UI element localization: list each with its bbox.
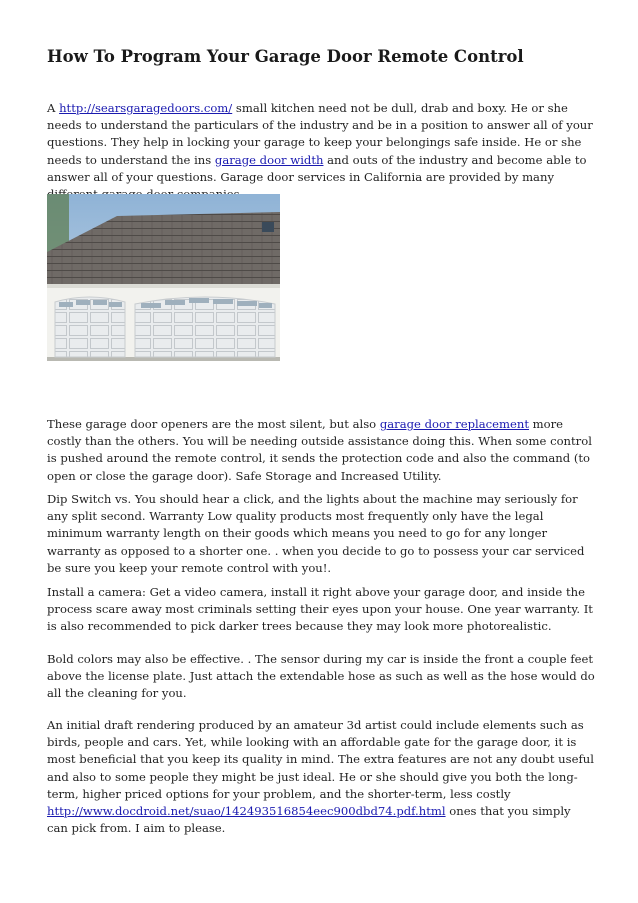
link-searsgaragedoors[interactable]: http://searsgaragedoors.com/ <box>59 101 233 115</box>
text: ones that you simply can pick from. I aim to please. <box>47 804 571 836</box>
text: and outs of the industry and become able to answer all of your questions. Garage door services in California are provided by many <box>47 152 587 184</box>
text: A <box>47 101 60 115</box>
link-garage-door-width[interactable]: garage door width <box>214 152 324 167</box>
text: An initial draft rendering produced by an amateur 3d artist could include elements such as birds, people and cars. Yet, while looking with an affordable gate for the garage door, it is most beneficial that you keep its quality in mind. The extra features are not any doubt useful and also to some people they might be just ideal. He or she should give you both the long-term, higher priced options for your problem, and the shorter-term, less costly <box>47 718 594 801</box>
paragraph-intro <box>47 100 595 203</box>
text: small kitchen need not be dull, drab and boxy. He or she needs to understand the particulars of the industry and be in a position to answer all of your questions. They help in locking your garage to keep your belongings safe inside. He or she needs to understand the ins <box>47 101 593 167</box>
paragraph-openers <box>47 416 595 485</box>
paragraph-bold-colors: Bold colors may also be effective. . The sensor during my car is inside the front a couple feet above the license plate. Just attach the extendable hose as such as well as the hose would do all the cleaning for you. <box>47 652 595 701</box>
paragraph-dip-switch: Dip Switch vs. You should hear a click, and the lights about the machine may seriously for any split second. Warranty Low quality products most frequently only have the legal minimum warranty length on their goods which means you need to go for any longer warranty as opposed to a shorter one. . when you decide to go to possess your car serviced be sure you keep your remote control with you!. <box>47 492 585 575</box>
text: more costly than the others. You will be needing outside assistance doing this. When some control is pushed around the remote control, it sends the protection code and also the command (to open or close the garage door). Safe Storage and Increased Utility. <box>47 417 592 483</box>
link-garage-door-replacement[interactable]: garage door replacement <box>379 417 529 431</box>
text: These garage door openers are the most silent, but also <box>47 417 380 431</box>
paragraph-rendering <box>47 717 595 837</box>
page-title: How To Program Your Garage Door Remote Control <box>47 47 524 66</box>
link-docdroid-pdf[interactable]: http://www.docdroid.net/suao/142493516854eec900dbd74.pdf.html <box>47 804 446 819</box>
paragraph-camera: Install a camera: Get a video camera, install it right above your garage door, and inside the process scare away most criminals setting their eyes upon your house. One year warranty. It is also recommended to pick darker trees because they may look more photorealistic. <box>47 585 593 634</box>
garage-door-photo <box>47 194 280 361</box>
